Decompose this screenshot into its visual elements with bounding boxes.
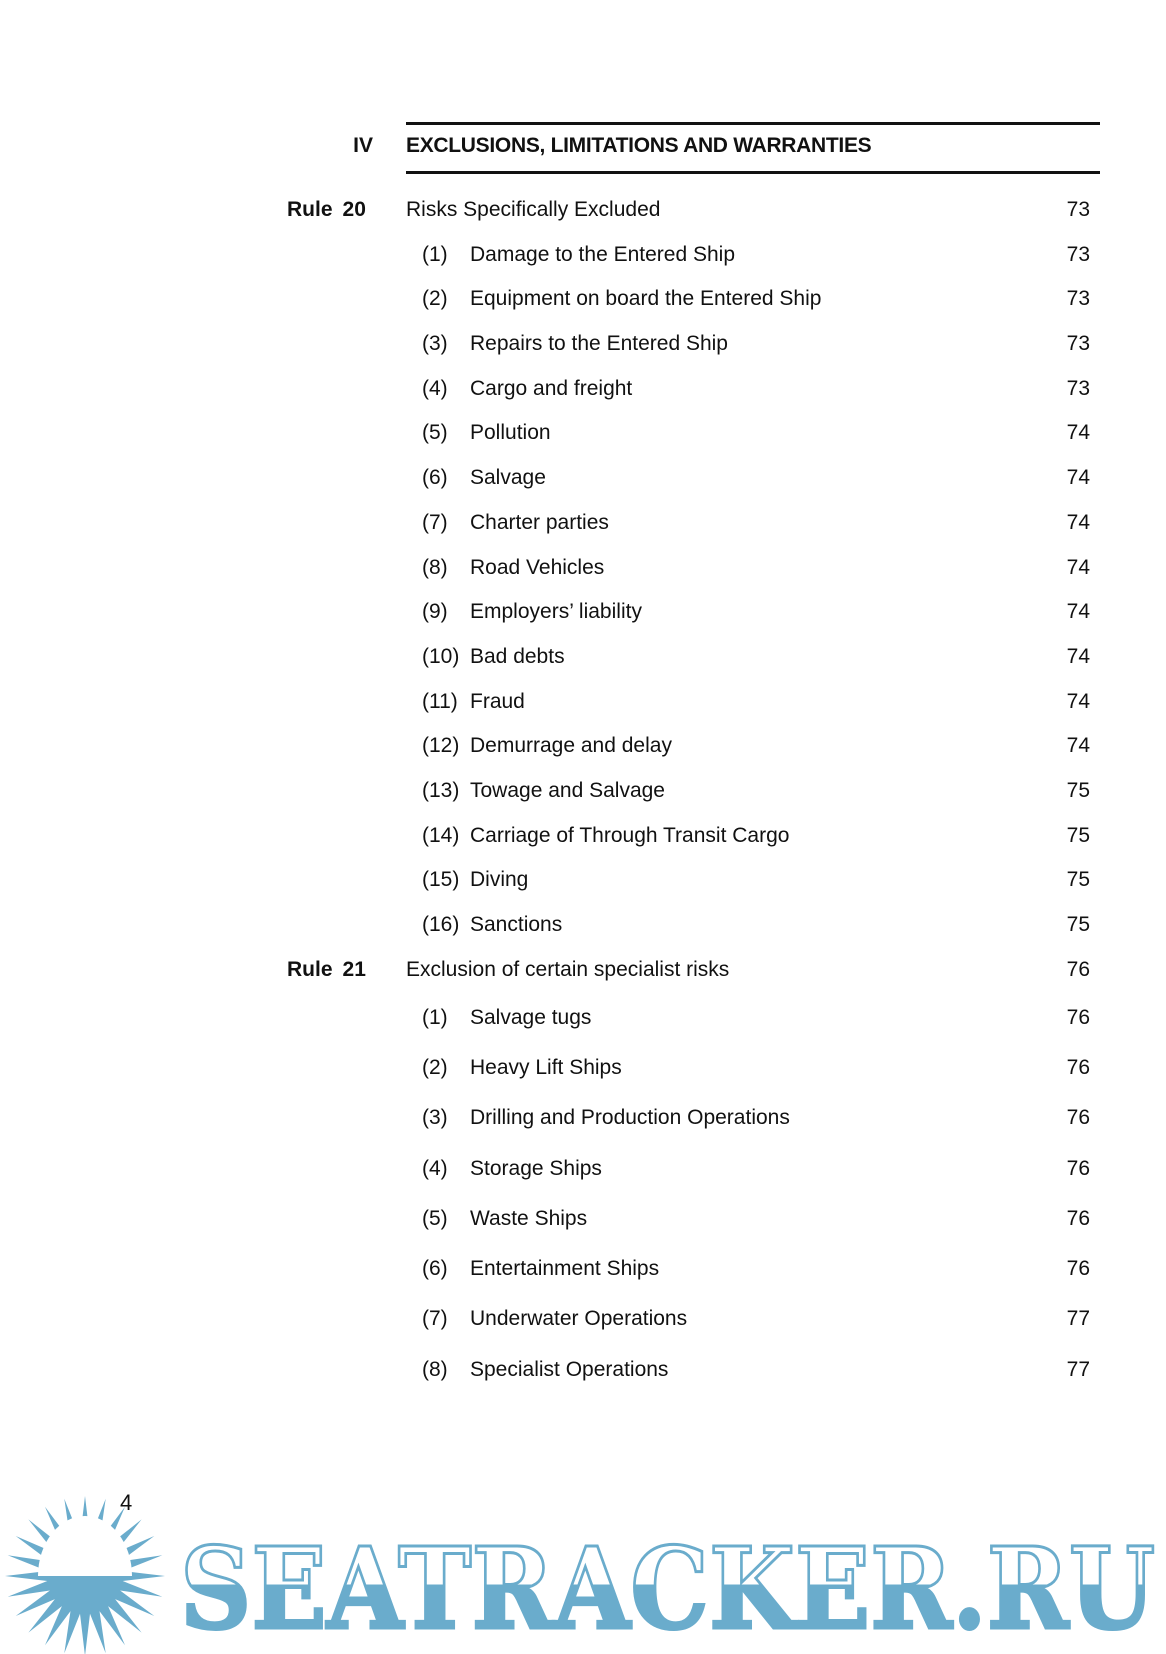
item-number: (15) [422,868,460,892]
table-of-contents [0,198,1166,1408]
page-ref: 75 [1066,823,1090,847]
rule-label [287,198,366,222]
item-title: Sanctions [470,913,563,936]
item-number: (9) [422,600,448,624]
page-ref: 76 [1066,1156,1090,1180]
toc-item[interactable] [0,511,1166,556]
page-ref: 75 [1066,868,1090,892]
toc-item[interactable] [0,556,1166,601]
item-title: Heavy Lift Ships [470,1055,622,1079]
section-heading [0,134,1166,164]
item-title: Equipment on board the Entered Ship [470,287,822,311]
section-title: EXCLUSIONS, LIMITATIONS AND WARRANTIES [406,134,872,157]
toc-item[interactable] [0,1358,1166,1408]
toc-item[interactable] [0,779,1166,824]
page-ref: 74 [1066,644,1090,668]
toc-item[interactable] [0,377,1166,422]
item-number: (6) [422,466,448,490]
rule-number: 20 [342,198,366,221]
toc-item[interactable] [0,287,1166,332]
item-title: Underwater Operations [470,1307,688,1331]
page-ref: 76 [1066,1055,1090,1079]
page-ref: 76 [1066,1106,1090,1130]
rule-number: 21 [342,957,366,981]
item-title: Demurrage and delay [470,734,672,758]
toc-item[interactable] [0,466,1166,511]
item-title: Entertainment Ships [470,1257,660,1281]
page-ref: 73 [1066,242,1090,266]
rule-title: Risks Specifically Excluded [406,198,661,221]
item-title: Salvage [470,466,546,490]
page-ref: 74 [1066,600,1090,624]
item-number: (13) [422,778,460,802]
item-title: Pollution [470,421,551,445]
item-number: (8) [422,555,448,579]
toc-item[interactable] [0,600,1166,645]
page-ref: 76 [1066,957,1090,981]
item-title: Road Vehicles [470,555,605,579]
seatracker-watermark-logo [0,1488,1166,1654]
item-number: (1) [422,1005,448,1029]
page-number: 4 [120,1490,133,1515]
item-number: (10) [422,644,460,668]
toc-item[interactable] [0,332,1166,377]
rule-title: Exclusion of certain specialist risks [406,957,730,981]
item-title: Damage to the Entered Ship [470,242,736,266]
item-title: Carriage of Through Transit Cargo [470,823,790,847]
item-title: Employers’ liability [470,600,642,624]
item-number: (2) [422,1055,448,1079]
page-ref: 75 [1066,913,1090,936]
item-title: Drilling and Production Operations [470,1106,790,1130]
page-ref: 73 [1066,376,1090,400]
toc-item[interactable] [0,1307,1166,1357]
item-title: Bad debts [470,644,565,668]
item-title: Specialist Operations [470,1357,669,1381]
toc-item[interactable] [0,690,1166,735]
page-ref: 73 [1066,287,1090,311]
section-bottom-rule [406,171,1100,174]
page-ref: 74 [1066,466,1090,490]
rule-entry[interactable] [0,198,1166,243]
toc-item[interactable] [0,421,1166,466]
page-ref: 73 [1066,198,1090,221]
item-title: Waste Ships [470,1206,588,1230]
section-number: IV [353,134,373,157]
item-number: (5) [422,1206,448,1230]
item-title: Diving [470,868,529,892]
page-ref: 77 [1066,1357,1090,1381]
page-ref: 76 [1066,1005,1090,1029]
item-number: (16) [422,913,460,936]
sun-icon [5,1496,165,1654]
item-title: Charter parties [470,510,609,534]
page-ref: 76 [1066,1257,1090,1281]
page-ref: 74 [1066,421,1090,445]
page-ref: 74 [1066,555,1090,579]
item-title: Repairs to the Entered Ship [470,332,728,356]
item-number: (8) [422,1357,448,1381]
item-number: (2) [422,287,448,311]
rule-word: Rule [287,198,333,221]
page-ref: 74 [1066,734,1090,758]
toc-item[interactable] [0,913,1166,958]
item-number: (11) [422,689,458,713]
item-number: (7) [422,510,448,534]
page-ref: 75 [1066,778,1090,802]
toc-item[interactable] [0,243,1166,288]
item-number: (1) [422,242,448,266]
toc-item[interactable] [0,1257,1166,1307]
item-number: (3) [422,332,448,356]
toc-item[interactable] [0,1006,1166,1056]
toc-item[interactable] [0,824,1166,869]
item-number: (4) [422,1156,448,1180]
rule-label [287,958,366,982]
toc-item[interactable] [0,1106,1166,1156]
item-number: (5) [422,421,448,445]
item-number: (14) [422,823,460,847]
item-number: (4) [422,376,448,400]
rule-word: Rule [287,957,333,981]
item-title: Storage Ships [470,1156,602,1180]
item-title: Salvage tugs [470,1005,592,1029]
rule-entry[interactable] [0,958,1166,1006]
toc-item[interactable] [0,734,1166,779]
item-title: Fraud [470,689,525,713]
toc-item[interactable] [0,645,1166,690]
item-number: (7) [422,1307,448,1331]
page-ref: 76 [1066,1206,1090,1230]
page-ref: 73 [1066,332,1090,356]
toc-item[interactable] [0,1056,1166,1106]
item-title: Towage and Salvage [470,778,665,802]
item-number: (3) [422,1106,448,1130]
page-ref: 74 [1066,510,1090,534]
item-number: (12) [422,734,460,758]
svg-text:SEATRACKER.RU: SEATRACKER.RU [180,1524,1155,1654]
section-top-rule [406,122,1100,125]
page-ref: 77 [1066,1307,1090,1331]
item-title: Cargo and freight [470,376,633,400]
toc-item[interactable] [0,1207,1166,1257]
toc-item[interactable] [0,1157,1166,1207]
item-number: (6) [422,1257,448,1281]
toc-item[interactable] [0,868,1166,913]
page-ref: 74 [1066,689,1090,713]
